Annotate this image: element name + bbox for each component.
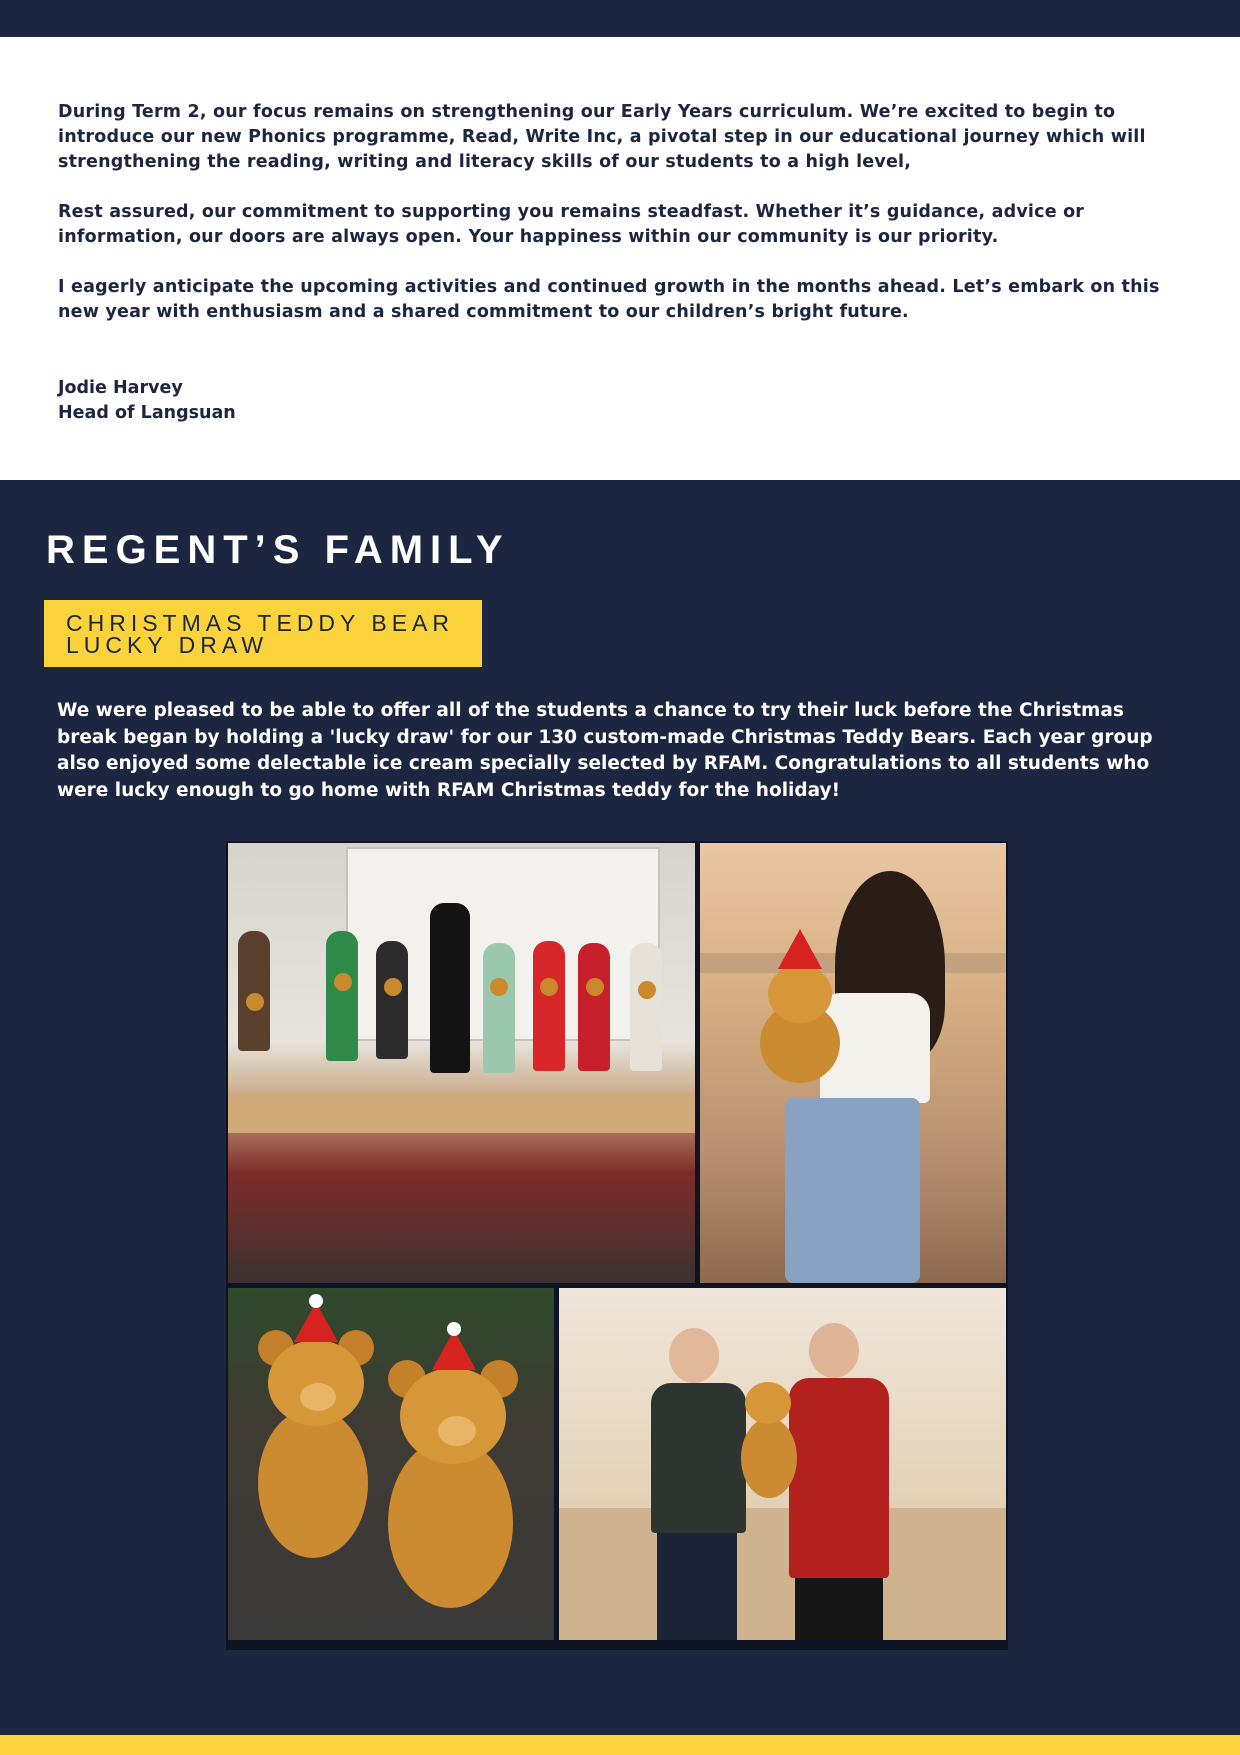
student-figure [533,941,565,1071]
subheading-text [66,612,476,656]
student-trousers [795,1578,883,1640]
teddy-bear-icon [384,978,402,996]
teacher-figure [430,903,470,1073]
signature-role: Head of Langsuan [58,403,236,423]
student-figure [483,943,515,1073]
top-header-bar [0,0,1240,37]
letter-paragraph-1: During Term 2, our focus remains on strengthening our Early Years curriculum. We’re excited to begin to introduce our new Phonics programme, Read, Write Inc, a pivotal step in our educational journey which will strengthening the reading, writing and literacy skills of our students to a high level, [58,102,1146,172]
subheading-line-2: LUCKY DRAW [66,632,269,658]
letter-body [58,100,1168,350]
student-figure [326,931,358,1061]
teddy-bear-icon [740,943,860,1093]
photo-assembly-stage [228,843,695,1283]
letter-paragraph-2: Rest assured, our commitment to supporting you remains steadfast. Whether it’s guidance, advice or information, our doors are always open. Your happiness within our community is our priority. [58,202,1085,247]
bench-seating [559,1508,1006,1640]
teddy-bear-icon [586,978,604,996]
student-figure [578,943,610,1071]
subheading-line-1: CHRISTMAS TEDDY BEAR [66,610,454,636]
student-figure [630,943,662,1071]
student-figure [376,941,408,1059]
signature-block [58,376,236,426]
student-head [809,1323,859,1378]
teddy-bear-icon [540,978,558,996]
signature-name: Jodie Harvey [58,378,183,398]
stage-floor [228,1093,695,1133]
section-title: REGENT’S FAMILY [46,528,510,572]
photo-two-teddy-bears [228,1288,554,1640]
teddy-bear-icon [358,1308,548,1638]
photo-collage [226,841,1008,1650]
teddy-bear-icon [638,981,656,999]
regents-family-section [0,480,1240,1735]
teacher-head [669,1328,719,1383]
bottom-accent-bar [0,1735,1240,1755]
letter-paragraph-3: I eagerly anticipate the upcoming activities and continued growth in the months ahead. Let’s embark on this new year with enthusiasm and a shared commitment to our children’s bright future. [58,277,1160,322]
teddy-bear-icon [490,978,508,996]
student-jeans [785,1098,920,1283]
teddy-bear-icon [334,973,352,991]
subheading-banner [44,600,482,667]
teacher-trousers [657,1533,737,1640]
section-body-text: We were pleased to be able to offer all of the students a chance to try their luck before the Christmas break began by holding a 'lucky draw' for our 130 custom-made Christmas Teddy Bears. Each year group also enjoyed some delectable ice cream specially selected by RFAM. Congratulations to all students who were lucky enough to go home with RFAM Christmas teddy for the holiday! [57,700,1153,801]
teddy-bear-icon [729,1368,809,1508]
photo-teacher-and-student [559,1288,1006,1640]
photo-student-with-teddy [700,843,1006,1283]
teddy-bear-icon [246,993,264,1011]
student-figure [238,931,270,1051]
